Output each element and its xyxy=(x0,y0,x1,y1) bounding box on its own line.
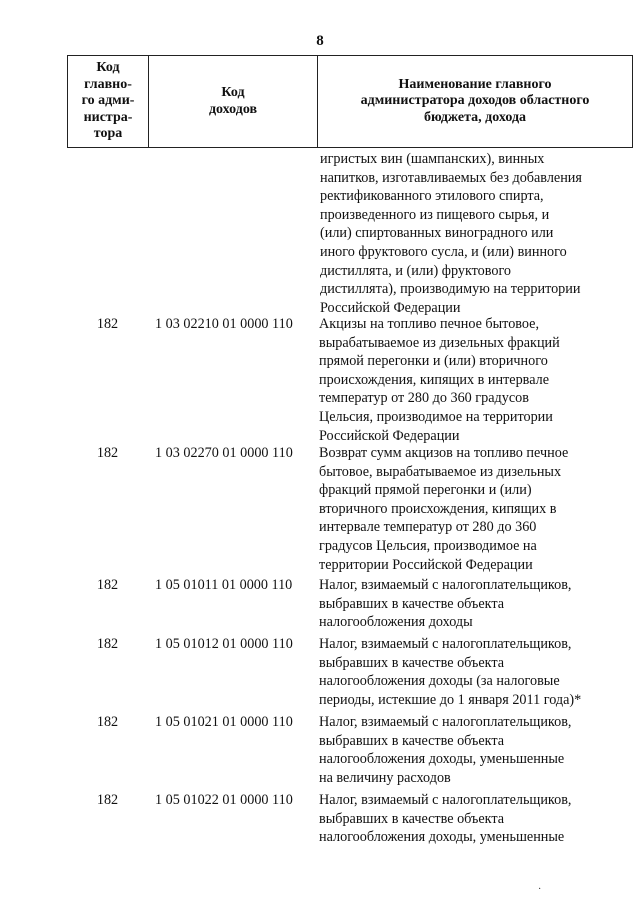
header-name-line: Наименование главного xyxy=(398,76,552,92)
income-name xyxy=(319,576,619,632)
text-line: налогообложения доходы xyxy=(319,614,473,631)
text-line: Налог, взимаемый с налогоплательщиков, xyxy=(319,792,572,808)
text-line: дистиллята, и (или) фруктового xyxy=(320,262,512,279)
text-line: периоды, истекшие до 1 января 2011 года)* xyxy=(319,691,582,708)
text-line: напитков, изготавливаемых без добавления xyxy=(320,169,582,186)
text-line: температур от 280 до 360 градусов xyxy=(319,390,529,407)
text-line: бытовое, вырабатываемое из дизельных xyxy=(319,463,562,480)
text-line: интервале температур от 280 до 360 xyxy=(319,519,537,536)
text-line: (или) спиртованных виноградного или xyxy=(320,225,554,242)
text-line: градусов Цельсия, производимое на xyxy=(319,537,537,554)
admin-code: 182 xyxy=(96,577,119,593)
text-line: налогообложения доходы (за налоговые xyxy=(319,673,560,690)
text-line: Российской Федерации xyxy=(319,427,460,444)
text-line: налогообложения доходы, уменьшенные xyxy=(319,751,565,768)
footer-mark: · xyxy=(538,884,542,895)
text-line: выбравших в качестве объекта xyxy=(319,654,505,671)
income-name xyxy=(319,444,619,574)
text-line: прямой перегонки и (или) вторичного xyxy=(319,353,548,370)
income-code: 1 05 01022 01 0000 110 xyxy=(155,792,293,808)
text-line: Налог, взимаемый с налогоплательщиков, xyxy=(319,577,572,593)
table-header xyxy=(67,55,633,148)
header-income-code xyxy=(149,56,318,147)
text-line: Налог, взимаемый с налогоплательщиков, xyxy=(319,636,572,652)
text-line: игристых вин (шампанских), винных xyxy=(320,151,545,167)
income-name xyxy=(319,791,619,847)
text-line: происхождения, кипящих в интервале xyxy=(319,371,549,388)
text-line: Акцизы на топливо печное бытовое, xyxy=(319,316,540,332)
text-line: фракций прямой перегонки и (или) xyxy=(319,482,532,499)
text-line: выбравших в качестве объекта xyxy=(319,732,505,749)
text-line: налогообложения доходы, уменьшенные xyxy=(319,829,565,846)
income-name xyxy=(319,713,619,787)
income-code: 1 05 01011 01 0000 110 xyxy=(155,577,293,593)
text-line: вторичного происхождения, кипящих в xyxy=(319,500,557,517)
admin-code: 182 xyxy=(96,445,119,461)
admin-code: 182 xyxy=(96,316,119,332)
header-name-line: бюджета, дохода xyxy=(423,109,527,125)
header-code-line: Код xyxy=(221,85,245,100)
page-number: 8 xyxy=(316,33,324,49)
header-admin-line: Код xyxy=(96,60,120,76)
header-admin-code xyxy=(68,56,149,147)
text-line: иного фруктового сусла, и (или) винного xyxy=(320,243,567,260)
text-line: Возврат сумм акцизов на топливо печное xyxy=(319,445,569,461)
income-code: 1 03 02270 01 0000 110 xyxy=(155,445,293,461)
income-code: 1 05 01012 01 0000 110 xyxy=(155,636,293,652)
text-line: на величину расходов xyxy=(319,769,451,786)
text-line: Российской Федерации xyxy=(320,299,461,316)
admin-code: 182 xyxy=(96,714,119,730)
admin-code: 182 xyxy=(96,792,119,808)
admin-code: 182 xyxy=(96,636,119,652)
continuation-text xyxy=(320,150,620,317)
income-name xyxy=(319,315,619,445)
income-code: 1 05 01021 01 0000 110 xyxy=(155,714,293,730)
text-line: Налог, взимаемый с налогоплательщиков, xyxy=(319,714,572,730)
income-code: 1 03 02210 01 0000 110 xyxy=(155,316,293,332)
income-name xyxy=(319,635,619,709)
header-admin-line: го адми- xyxy=(81,93,135,109)
text-line: Цельсия, производимое на территории xyxy=(319,408,553,425)
header-admin-line: нистра- xyxy=(83,109,133,125)
text-line: дистиллята), производимую на территории xyxy=(320,281,581,298)
header-name-line: администратора доходов областного xyxy=(360,93,590,109)
header-admin-line: главно- xyxy=(84,76,132,92)
header-name xyxy=(318,56,632,147)
header-admin-line: тора xyxy=(93,126,123,142)
text-line: территории Российской Федерации xyxy=(319,556,533,573)
header-code-line: доходов xyxy=(208,101,258,117)
text-line: вырабатываемое из дизельных фракций xyxy=(319,334,560,351)
text-line: выбравших в качестве объекта xyxy=(319,595,505,612)
text-line: произведенного из пищевого сырья, и xyxy=(320,206,550,223)
text-line: ректификованного этилового спирта, xyxy=(320,188,544,205)
text-line: выбравших в качестве объекта xyxy=(319,810,505,827)
